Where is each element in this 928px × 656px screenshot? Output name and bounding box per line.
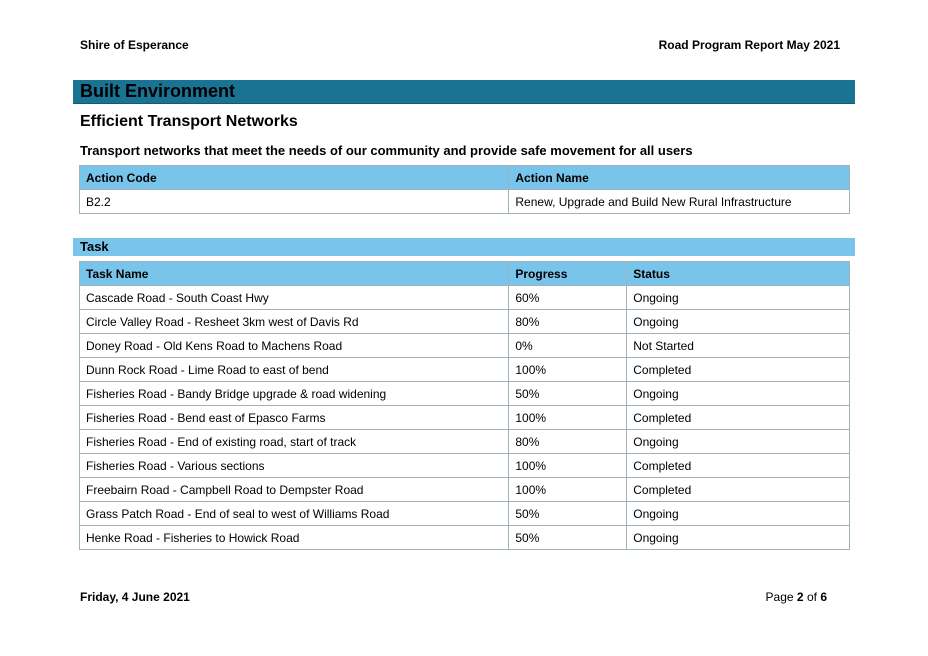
action-code-cell: B2.2: [80, 190, 509, 214]
progress-cell: 100%: [509, 406, 627, 430]
header-report-title: Road Program Report May 2021: [658, 38, 840, 52]
task-name-cell: Cascade Road - South Coast Hwy: [80, 286, 509, 310]
status-cell: Completed: [627, 454, 850, 478]
progress-cell: 80%: [509, 310, 627, 334]
status-cell: Ongoing: [627, 502, 850, 526]
section-banner: [73, 80, 855, 104]
progress-cell: 50%: [509, 526, 627, 550]
status-cell: Ongoing: [627, 526, 850, 550]
header-organization: Shire of Esperance: [80, 38, 189, 52]
progress-cell: 80%: [509, 430, 627, 454]
progress-cell: 50%: [509, 382, 627, 406]
task-table-body: [80, 286, 850, 550]
footer-date: Friday, 4 June 2021: [80, 590, 190, 604]
task-name-cell: Circle Valley Road - Resheet 3km west of Davis Rd: [80, 310, 509, 334]
table-row: [80, 406, 850, 430]
progress-cell: 100%: [509, 478, 627, 502]
task-table-header: [80, 262, 850, 286]
table-row: [80, 478, 850, 502]
subsection-title: Efficient Transport Networks: [80, 113, 298, 130]
status-cell: Ongoing: [627, 382, 850, 406]
action-table-header: [80, 166, 850, 190]
status-cell: Ongoing: [627, 310, 850, 334]
table-row: [80, 526, 850, 550]
status-cell: Completed: [627, 478, 850, 502]
action-name-header: Action Name: [509, 166, 850, 190]
task-name-cell: Fisheries Road - Bandy Bridge upgrade & road widening: [80, 382, 509, 406]
task-name-cell: Grass Patch Road - End of seal to west of Williams Road: [80, 502, 509, 526]
action-table-row: [80, 190, 850, 214]
task-name-cell: Fisheries Road - End of existing road, start of track: [80, 430, 509, 454]
action-code-header: Action Code: [80, 166, 509, 190]
action-name-cell: Renew, Upgrade and Build New Rural Infrastructure: [509, 190, 850, 214]
task-name-cell: Dunn Rock Road - Lime Road to east of bend: [80, 358, 509, 382]
progress-cell: 50%: [509, 502, 627, 526]
page-total: 6: [820, 590, 827, 604]
table-row: [80, 454, 850, 478]
task-name-cell: Fisheries Road - Bend east of Epasco Farms: [80, 406, 509, 430]
table-row: [80, 430, 850, 454]
footer-page-number: [766, 590, 827, 604]
status-cell: Ongoing: [627, 430, 850, 454]
progress-cell: 0%: [509, 334, 627, 358]
task-banner: [73, 238, 855, 256]
task-table: [79, 261, 850, 550]
progress-cell: 100%: [509, 358, 627, 382]
progress-cell: 60%: [509, 286, 627, 310]
action-table: [79, 165, 850, 214]
page-of: of: [806, 590, 817, 604]
status-cell: Completed: [627, 358, 850, 382]
table-row: [80, 382, 850, 406]
task-name-header: Task Name: [80, 262, 509, 286]
task-name-cell: Freebairn Road - Campbell Road to Dempster Road: [80, 478, 509, 502]
status-header: Status: [627, 262, 850, 286]
page-label: Page: [765, 590, 794, 604]
task-name-cell: Henke Road - Fisheries to Howick Road: [80, 526, 509, 550]
status-cell: Not Started: [627, 334, 850, 358]
table-row: [80, 334, 850, 358]
section-title: Built Environment: [80, 81, 236, 101]
task-heading: Task: [80, 239, 109, 254]
progress-header: Progress: [509, 262, 627, 286]
task-name-cell: Fisheries Road - Various sections: [80, 454, 509, 478]
table-row: [80, 310, 850, 334]
objective-text: Transport networks that meet the needs of our community and provide safe movement for all users: [80, 143, 693, 158]
table-row: [80, 502, 850, 526]
page-current: 2: [796, 590, 804, 604]
status-cell: Completed: [627, 406, 850, 430]
progress-cell: 100%: [509, 454, 627, 478]
table-row: [80, 286, 850, 310]
status-cell: Ongoing: [627, 286, 850, 310]
task-name-cell: Doney Road - Old Kens Road to Machens Road: [80, 334, 509, 358]
table-row: [80, 358, 850, 382]
